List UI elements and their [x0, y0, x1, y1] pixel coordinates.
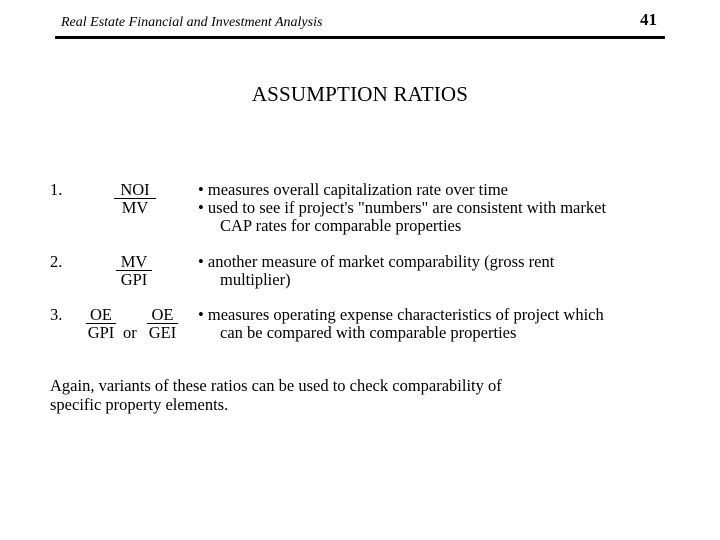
slide-title: ASSUMPTION RATIOS	[251, 82, 469, 106]
bullet-continuation: CAP rates for comparable properties	[220, 216, 462, 235]
ratio-fraction-a	[86, 306, 116, 342]
fraction-connector: or	[123, 323, 137, 342]
header-title: Real Estate Financial and Investment Analysis	[61, 15, 323, 30]
bullet-line: • measures operating expense characteristics of project which	[198, 305, 604, 324]
ratio-description	[198, 181, 668, 235]
ratio-fraction	[116, 253, 152, 289]
item-number: 3.	[50, 305, 63, 324]
page-number: 41	[640, 10, 657, 29]
fraction-numerator: OE	[86, 306, 116, 324]
closing-line: Again, variants of these ratios can be used to check comparability of	[50, 376, 502, 395]
fraction-denominator: GEI	[148, 323, 177, 342]
ratio-description	[198, 253, 668, 289]
ratio-fraction	[114, 181, 156, 217]
fraction-denominator: GPI	[120, 270, 148, 289]
bullet-continuation: can be compared with comparable properties	[220, 323, 517, 342]
item-number: 1.	[50, 180, 63, 199]
bullet-line: • used to see if project's "numbers" are consistent with market	[198, 198, 607, 217]
bullet-continuation: multiplier)	[220, 270, 291, 289]
fraction-denominator: MV	[121, 198, 149, 217]
ratio-fraction-b	[147, 306, 178, 342]
item-number: 2.	[50, 252, 63, 271]
header-bar	[55, 10, 665, 39]
fraction-numerator: NOI	[114, 181, 156, 199]
ratio-description	[198, 306, 668, 342]
closing-line: specific property elements.	[50, 395, 229, 414]
fraction-denominator: GPI	[87, 323, 115, 342]
fraction-numerator: OE	[147, 306, 178, 324]
bullet-line: • another measure of market comparability (gross rent	[198, 252, 555, 271]
bullet-line: • measures overall capitalization rate over time	[198, 180, 508, 199]
fraction-numerator: MV	[116, 253, 152, 271]
closing-note	[50, 376, 650, 414]
